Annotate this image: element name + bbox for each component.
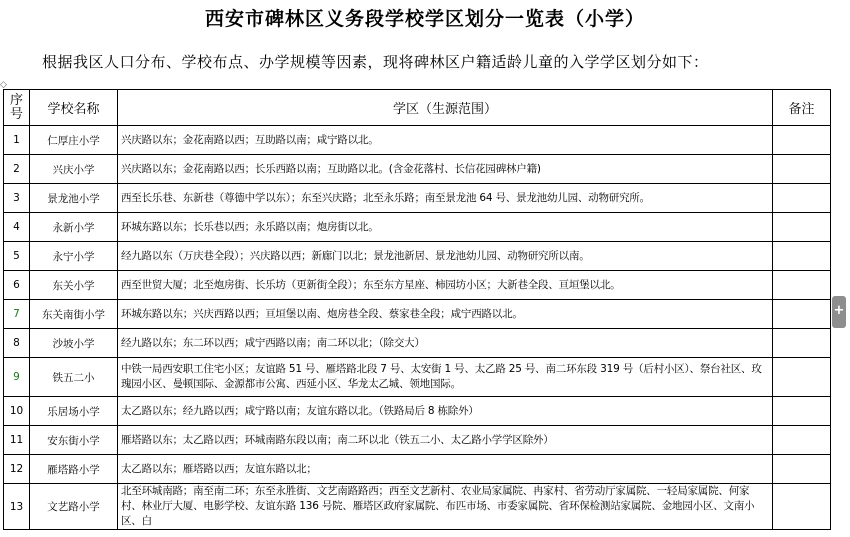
intro-text: 根据我区人口分布、学校布点、办学规模等因素，现将碑林区户籍适龄儿童的入学学区划分如下： (42, 53, 709, 71)
row-area: 环城东路以东；兴庆西路以西；亘垣堡以南、炮房巷全段、蔡家巷全段；咸宁西路以北。 (118, 300, 773, 329)
row-area: 中铁一局西安职工住宅小区；友谊路 51 号、雁塔路北段 7 号、太安街 1 号、太乙路 25 号、南二环东段 319 号（后村小区）、祭台社区、玫瑰园小区、曼顿国际、金源都市公寓、西延小区、华龙太乙城、领地国际。 (118, 358, 773, 397)
row-school-name: 东关南街小学 (30, 300, 118, 329)
row-school-name: 永新小学 (30, 213, 118, 242)
row-remark (773, 155, 831, 184)
row-remark (773, 213, 831, 242)
row-seq: 9 (4, 358, 30, 397)
row-area: 兴庆路以东；金花南路以西；长乐西路以南；互助路以北。(含金花落村、长信花园碑林户籍) (118, 155, 773, 184)
header-remark: 备注 (773, 90, 831, 126)
row-school-name: 文艺路小学 (30, 484, 118, 530)
row-remark (773, 184, 831, 213)
row-area: 环城东路以东；长乐巷以西；永乐路以南；炮房街以北。 (118, 213, 773, 242)
row-remark (773, 271, 831, 300)
row-seq: 12 (4, 455, 30, 484)
table-row (4, 358, 831, 397)
expand-side-tab[interactable] (832, 296, 846, 328)
row-school-name: 兴庆小学 (30, 155, 118, 184)
row-school-name: 乐居场小学 (30, 397, 118, 426)
page-title: 西安市碑林区义务段学校学区划分一览表（小学） (204, 8, 645, 30)
row-school-name: 仁厚庄小学 (30, 126, 118, 155)
table-row (4, 213, 831, 242)
row-seq: 4 (4, 213, 30, 242)
row-remark (773, 455, 831, 484)
row-area: 西至世贸大厦；北至炮房街、长乐坊（更新街全段）；东至东方星座、柿园坊小区；大新巷全段、亘垣堡以北。 (118, 271, 773, 300)
row-seq: 5 (4, 242, 30, 271)
row-seq: 7 (4, 300, 30, 329)
row-remark (773, 397, 831, 426)
row-area: 兴庆路以东；金花南路以西；互助路以南；咸宁路以北。 (118, 126, 773, 155)
table-row (4, 242, 831, 271)
row-seq: 2 (4, 155, 30, 184)
row-school-name: 安东街小学 (30, 426, 118, 455)
row-seq: 10 (4, 397, 30, 426)
table-row (4, 484, 831, 530)
row-area: 太乙路以东；经九路以西；咸宁路以南；友谊东路以北。（铁路局后 8 栋除外） (118, 397, 773, 426)
table-row (4, 455, 831, 484)
row-school-name: 东关小学 (30, 271, 118, 300)
row-area: 经九路以东；东二环以西；咸宁西路以南；南二环以北；（除交大） (118, 329, 773, 358)
row-school-name: 永宁小学 (30, 242, 118, 271)
table-row (4, 397, 831, 426)
row-area: 雁塔路以东；太乙路以西；环城南路东段以南；南二环以北（铁五二小、太乙路小学学区除外） (118, 426, 773, 455)
row-seq: 1 (4, 126, 30, 155)
table-row (4, 426, 831, 455)
district-table (3, 89, 831, 530)
row-seq: 3 (4, 184, 30, 213)
row-remark (773, 358, 831, 397)
row-remark (773, 329, 831, 358)
table-row (4, 329, 831, 358)
row-area: 北至环城南路；南至南二环；东至永胜街、文艺南路路西；西至文艺新村、农业局家属院、冉家村、省劳动厅家属院、一轻局家属院、何家村、林业厅大厦、电影学校、友谊东路 136 号院、雁塔区政府家属院、布匹市场、市委家属院、省环保检测站家属院、金地园小区、文南小区、白 (118, 484, 773, 530)
header-seq: 序号 (4, 90, 30, 126)
row-area: 西至长乐巷、东新巷（尊德中学以东）；东至兴庆路；北至永乐路；南至景龙池 64 号、景龙池幼儿园、动物研究所。 (118, 184, 773, 213)
row-remark (773, 300, 831, 329)
row-seq: 13 (4, 484, 30, 530)
row-area: 太乙路以东；雁塔路以西；友谊东路以北； (118, 455, 773, 484)
table-row (4, 126, 831, 155)
header-school: 学校名称 (30, 90, 118, 126)
table-row (4, 155, 831, 184)
table-row (4, 271, 831, 300)
row-remark (773, 242, 831, 271)
row-remark (773, 426, 831, 455)
row-seq: 6 (4, 271, 30, 300)
row-remark (773, 126, 831, 155)
table-header-row (4, 90, 831, 126)
table-move-handle[interactable]: ◇ (0, 80, 7, 90)
row-school-name: 沙坡小学 (30, 329, 118, 358)
row-school-name: 景龙池小学 (30, 184, 118, 213)
row-school-name: 雁塔路小学 (30, 455, 118, 484)
table-row (4, 184, 831, 213)
row-area: 经九路以东（万庆巷全段）；兴庆路以西；新廊门以北；景龙池新居、景龙池幼儿园、动物研究所以南。 (118, 242, 773, 271)
table-row (4, 300, 831, 329)
row-seq: 11 (4, 426, 30, 455)
plus-icon: + (833, 303, 845, 318)
header-area: 学区（生源范围） (118, 90, 773, 126)
row-school-name: 铁五二小 (30, 358, 118, 397)
row-seq: 8 (4, 329, 30, 358)
row-remark (773, 484, 831, 530)
